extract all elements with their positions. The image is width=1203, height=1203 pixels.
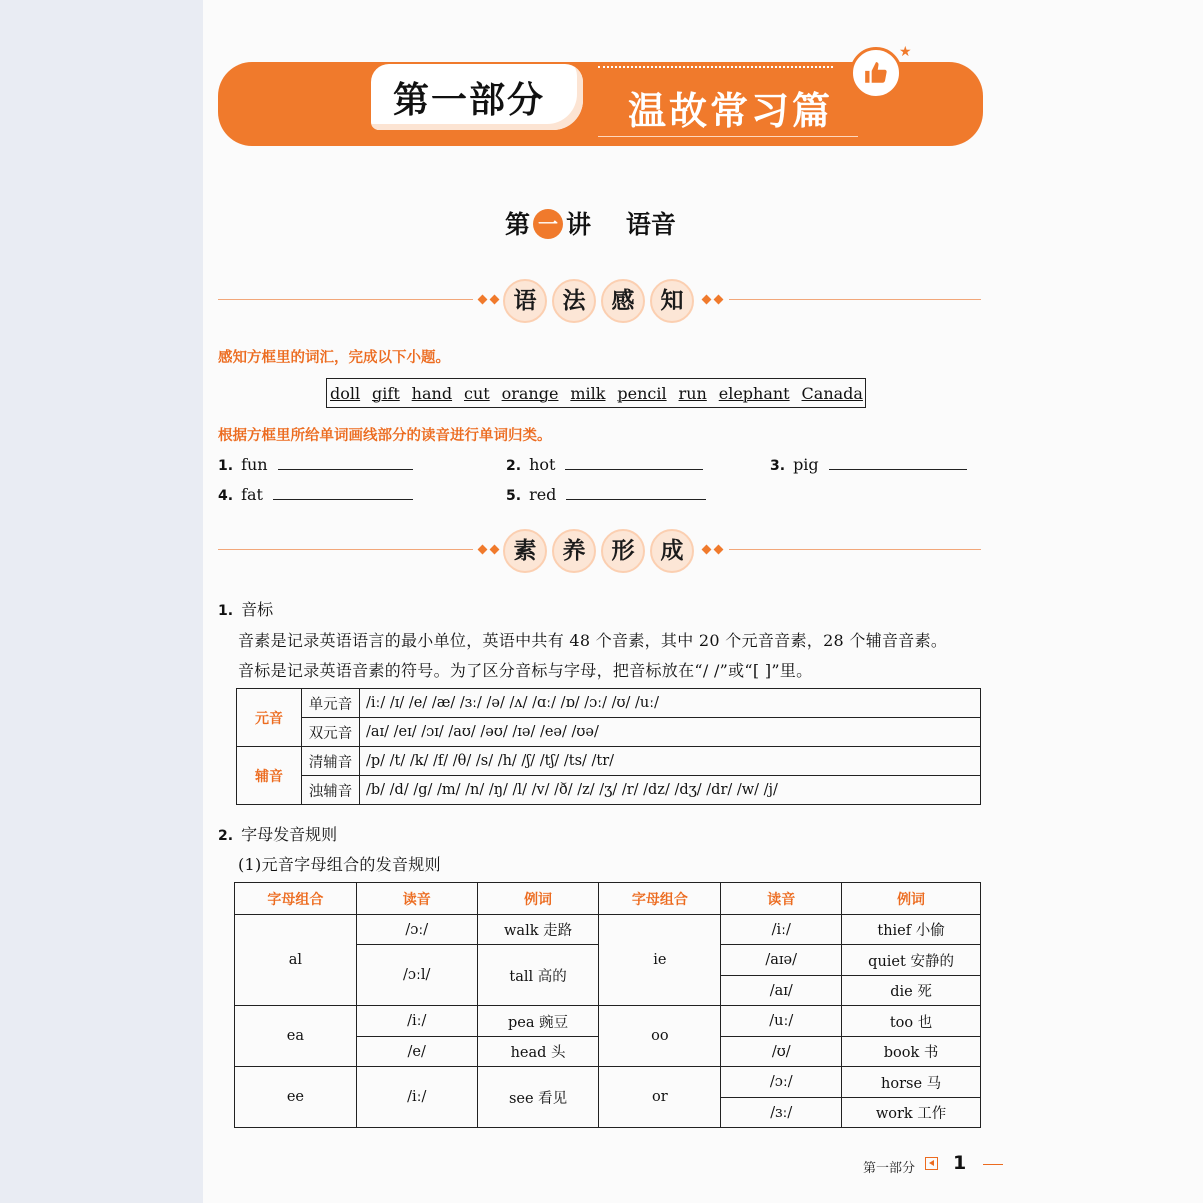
sound-cell: /iː/ (721, 915, 842, 945)
section-char: 感 (601, 279, 645, 323)
phoneme-list: /aɪ/ /eɪ/ /ɔɪ/ /aʊ/ /əʊ/ /ɪə/ /eə/ /ʊə/ (360, 718, 981, 747)
section-rule-right (729, 549, 981, 550)
example-cell: see 看见 (477, 1067, 599, 1128)
diamond-icon (702, 545, 712, 555)
lecture-suffix: 讲 (566, 210, 592, 239)
banner-dotted-line (598, 66, 833, 68)
sound-cell: /ɔː/ (721, 1067, 842, 1098)
section-rule-left (218, 549, 473, 550)
section-char: 法 (552, 279, 596, 323)
sound-cell: /uː/ (721, 1006, 842, 1037)
answer-blank[interactable] (565, 455, 703, 470)
example-cell: book 书 (842, 1037, 981, 1067)
example-cell: die 死 (842, 976, 981, 1006)
letter-combo: ee (235, 1067, 357, 1128)
column-header: 读音 (721, 883, 842, 915)
word-box (326, 378, 866, 408)
diamond-icon (478, 545, 488, 555)
sound-cell: /iː/ (356, 1067, 477, 1128)
box-word: run (678, 383, 707, 403)
lecture-number-badge: 一 (533, 209, 563, 239)
example-cell: too 也 (842, 1006, 981, 1037)
phoneme-table (236, 688, 981, 805)
question-number: 5. (506, 488, 522, 504)
section-char: 语 (503, 279, 547, 323)
part-label: 第一部分 (393, 80, 546, 121)
answer-blank[interactable] (829, 455, 967, 470)
vowel-label: 元音 (237, 689, 302, 747)
part-heading (218, 822, 337, 845)
box-word: milk (570, 383, 606, 403)
section-char: 养 (552, 529, 596, 573)
row-label: 浊辅音 (302, 776, 360, 805)
example-cell: pea 豌豆 (477, 1006, 599, 1037)
question-item (218, 485, 413, 504)
section-char: 成 (650, 529, 694, 573)
question-word: fun (241, 455, 268, 474)
answer-blank[interactable] (273, 485, 413, 500)
sound-cell: /aɪ/ (721, 976, 842, 1006)
question-item (506, 485, 706, 504)
lecture-prefix: 第 (505, 210, 531, 239)
workbook-page (203, 0, 1203, 1203)
question-word: red (529, 485, 557, 504)
page-number: 1 (953, 1152, 967, 1174)
question-item (770, 455, 967, 474)
row-label: 单元音 (302, 689, 360, 718)
question-word: pig (793, 455, 819, 474)
lecture-heading (505, 205, 676, 241)
section-char: 形 (601, 529, 645, 573)
letter-combo: or (599, 1067, 721, 1128)
part-title: 字母发音规则 (241, 825, 338, 844)
question-word: hot (529, 455, 556, 474)
box-word: pencil (617, 383, 667, 403)
part-heading (218, 597, 273, 620)
consonant-label: 辅音 (237, 747, 302, 805)
part-number: 2. (218, 828, 234, 844)
row-label: 清辅音 (302, 747, 360, 776)
question-number: 3. (770, 458, 786, 474)
left-arrow-icon (925, 1157, 938, 1170)
box-word: doll (330, 383, 361, 403)
phoneme-list: /b/ /d/ /g/ /m/ /n/ /ŋ/ /l/ /v/ /ð/ /z/ /ʒ/ /r/ /dz/ /dʒ/ /dr/ /w/ /j/ (360, 776, 981, 805)
answer-blank[interactable] (566, 485, 706, 500)
footer-part-label: 第一部分 (863, 1161, 916, 1176)
question-number: 2. (506, 458, 522, 474)
example-cell: thief 小偷 (842, 915, 981, 945)
column-header: 例词 (477, 883, 599, 915)
box-word: gift (372, 383, 400, 403)
diamond-icon (490, 295, 500, 305)
part-title: 温故常习篇 (628, 89, 834, 133)
letter-combo: al (235, 915, 357, 1006)
part-number: 1. (218, 603, 234, 619)
instruction-text: 根据方框里所给单词画线部分的读音进行单词归类。 (218, 428, 552, 444)
diamond-icon (714, 295, 724, 305)
box-word: elephant (718, 383, 790, 403)
thumbs-up-icon (850, 47, 902, 99)
example-cell: head 头 (477, 1037, 599, 1067)
column-header: 字母组合 (599, 883, 721, 915)
box-word: orange (501, 383, 559, 403)
sound-cell: /e/ (356, 1037, 477, 1067)
example-cell: quiet 安静的 (842, 945, 981, 976)
vowel-rule-table (234, 882, 981, 1128)
box-word: cut (463, 383, 490, 403)
letter-combo: ie (599, 915, 721, 1006)
sound-cell: /iː/ (356, 1006, 477, 1037)
column-header: 字母组合 (235, 883, 357, 915)
phoneme-list: /iː/ /ɪ/ /e/ /æ/ /ɜː/ /ə/ /ʌ/ /ɑː/ /ɒ/ /ɔː/ /ʊ/ /uː/ (360, 689, 981, 718)
diamond-icon (702, 295, 712, 305)
banner-underline (598, 136, 858, 137)
example-cell: work 工作 (842, 1098, 981, 1128)
sound-cell: /ɜː/ (721, 1098, 842, 1128)
letter-combo: ea (235, 1006, 357, 1067)
sub-heading: (1)元音字母组合的发音规则 (238, 855, 441, 874)
sound-cell: /aɪə/ (721, 945, 842, 976)
letter-combo: oo (599, 1006, 721, 1067)
lecture-topic: 语音 (625, 210, 676, 239)
question-item (218, 455, 413, 474)
body-paragraph: 音标是记录英语音素的符号。为了区分音标与字母，把音标放在“/ /”或“[ ]”里。 (238, 661, 813, 680)
question-number: 4. (218, 488, 234, 504)
sound-cell: /ɔː/ (356, 915, 477, 945)
box-word: Canada (801, 383, 863, 403)
answer-blank[interactable] (278, 455, 413, 470)
star-icon: ★ (899, 44, 912, 60)
column-header: 例词 (842, 883, 981, 915)
diamond-icon (490, 545, 500, 555)
question-item (506, 455, 703, 474)
section-char: 素 (503, 529, 547, 573)
example-cell: horse 马 (842, 1067, 981, 1098)
part-title: 音标 (241, 600, 274, 619)
example-cell: tall 高的 (477, 945, 599, 1006)
instruction-text: 感知方框里的词汇，完成以下小题。 (218, 350, 450, 366)
box-word: hand (411, 383, 453, 403)
section-rule-right (729, 299, 981, 300)
row-label: 双元音 (302, 718, 360, 747)
section-rule-left (218, 299, 473, 300)
body-paragraph: 音素是记录英语语言的最小单位，英语中共有 48 个音素，其中 20 个元音音素，28 个辅音音素。 (238, 631, 948, 650)
question-number: 1. (218, 458, 234, 474)
sound-cell: /ʊ/ (721, 1037, 842, 1067)
footer-dash (983, 1164, 1003, 1165)
question-word: fat (241, 485, 263, 504)
section-char: 知 (650, 279, 694, 323)
phoneme-list: /p/ /t/ /k/ /f/ /θ/ /s/ /h/ /ʃ/ /tʃ/ /ts/ /tr/ (360, 747, 981, 776)
column-header: 读音 (356, 883, 477, 915)
diamond-icon (714, 545, 724, 555)
example-cell: walk 走路 (477, 915, 599, 945)
sound-cell: /ɔːl/ (356, 945, 477, 1006)
diamond-icon (478, 295, 488, 305)
